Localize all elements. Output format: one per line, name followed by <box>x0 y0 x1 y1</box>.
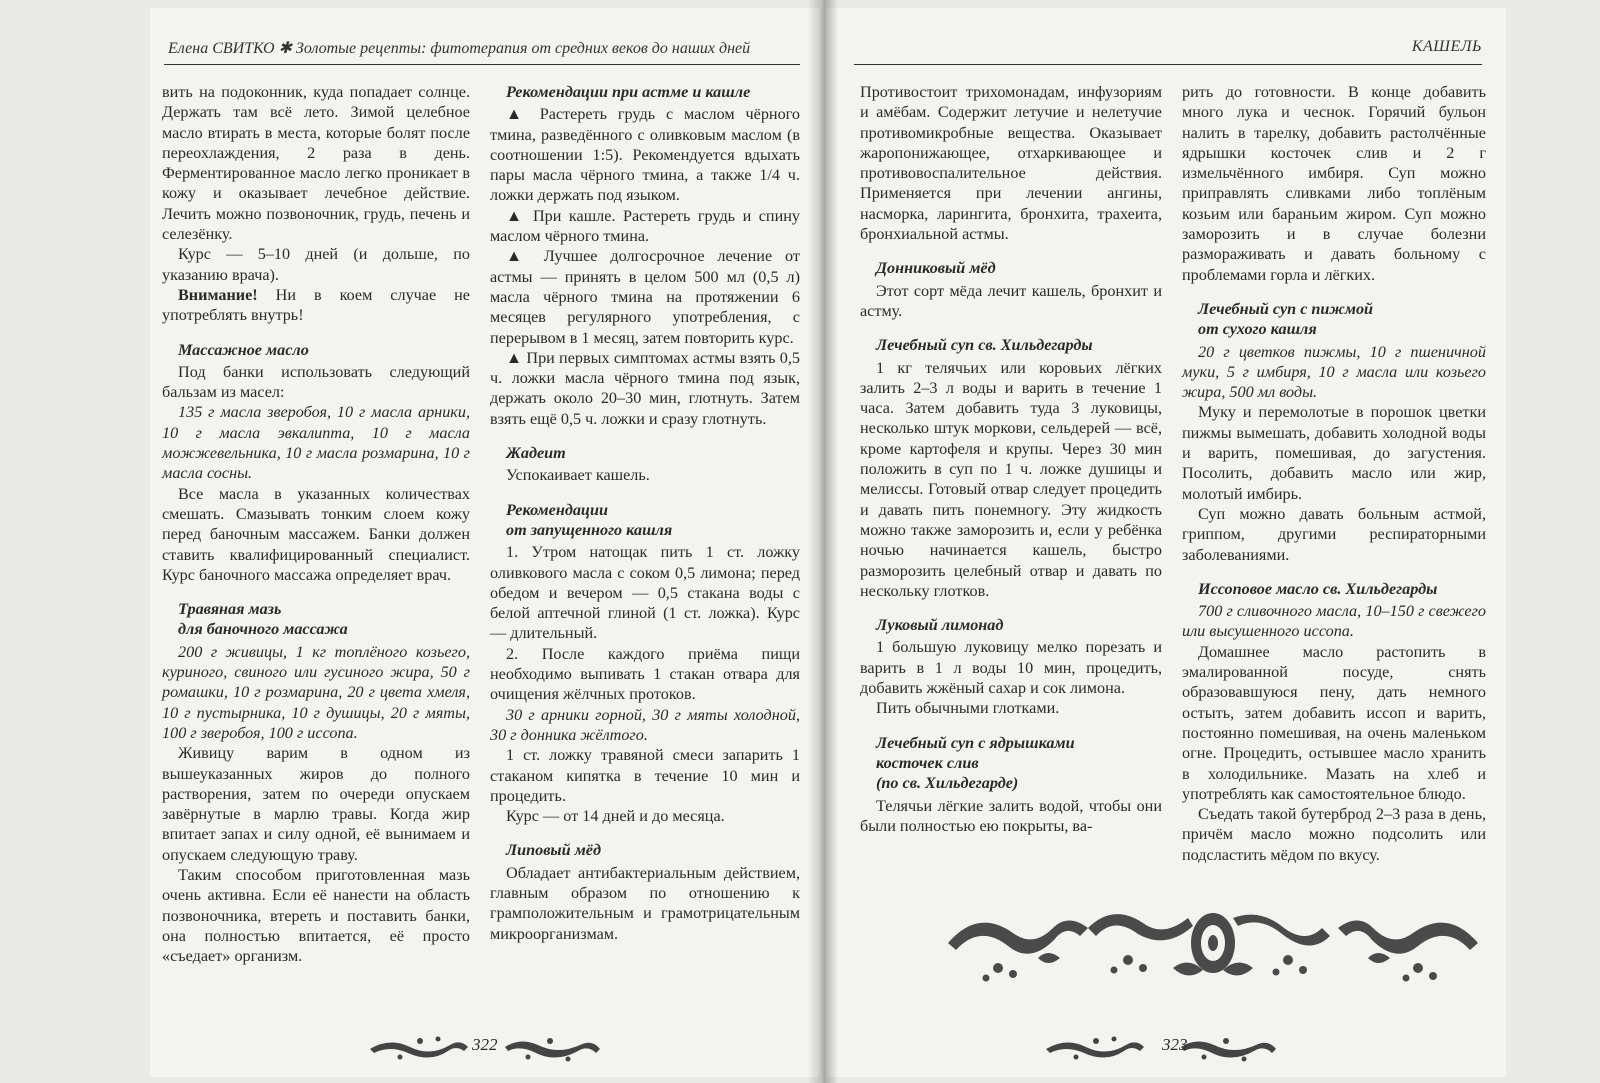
paragraph: Пить обычными глотками. <box>876 699 1060 718</box>
page-number: 323 <box>1162 1035 1188 1054</box>
warning-text: Ни в коем случае не употреблять внутрь! <box>162 285 470 325</box>
paragraph: Все масла в указанных количествах смешать. Смазывать тонким слоем кожу перед баночным массажем. Банки должен ставить квалифицированный специалист. Курс баночного массажа определяет врач. <box>162 484 470 584</box>
section-heading-asthma: Рекомендации при астме и кашле <box>506 83 751 101</box>
section-heading-jade: Жадеит <box>506 444 566 463</box>
section-heading-melilot-honey: Донниковый мёд <box>876 259 996 278</box>
paragraph: ▲ При первых симптомах астмы взять 0,5 ч. ложки масла чёрного тмина под язык, держать около 20–30 мин, глотнуть. Затем взять ещё 0,5 ч. ложки и сразу глотнуть. <box>490 348 800 428</box>
section-heading-massage-oil: Массажное масло <box>178 340 309 359</box>
paragraph: 1 большую луковицу мелко порезать и варить в 1 л воды 10 мин, процедить, добавить жжёный сахар и сок лимона. <box>860 638 1162 698</box>
recipe-ingredients: 30 г арники горной, 30 г мяты холодной, 30 г донника жёлтого. <box>490 705 800 744</box>
paragraph: Суп можно давать больным астмой, гриппом, другими респираторными заболеваниями. <box>1182 504 1486 564</box>
section-heading-linden-honey: Липовый мёд <box>506 841 602 860</box>
paragraph: Курс — от 14 дней и до месяца. <box>506 807 725 826</box>
page-number: 322 <box>472 1035 498 1054</box>
right-column-1 <box>860 82 1162 836</box>
right-header-rule <box>854 64 1482 65</box>
recipe-ingredients: 200 г живицы, 1 кг топлёного козьего, куриного, свиного или гусиного жира, 50 г ромашки, 10 г розмарина, 20 г цвета хмеля, 10 г пустырника, 10 г душицы, 20 г мяты, 100 г зверобоя, 100 г иссопа. <box>162 642 470 742</box>
warning-paragraph <box>162 285 470 326</box>
recipe-ingredients: 135 г масла зверобоя, 10 г масла арники, 10 г масла эвкалипта, 10 г масла можжевельника, 10 г масла розмарина, 10 г масла сосны. <box>162 403 470 483</box>
paragraph: Телячьи лёгкие залить водой, чтобы они были полностью ею покрыты, ва- <box>860 796 1162 835</box>
paragraph: вить на подоконник, куда попадает солнце. Держать там всё лето. Зимой целебное масло втирать в места, которые болят после переохлаждения, 2 раза в день. Ферментированное масло легко проникает в кожу и оказывает лечебное действие. Лечить можно позвоночник, грудь, печень и селезёнку. <box>162 83 470 244</box>
paragraph: Курс — 5–10 дней (и дольше, по указанию врача). <box>162 245 470 284</box>
recipe-ingredients: 20 г цветков пижмы, 10 г пшеничной муки, 5 г имбиря, 10 г масла или козьего жира, 500 мл воды. <box>1182 342 1486 402</box>
paragraph: Обладает антибактериальным действием, главным образом по отношению к грамположительным и грамотрицательным микроорганизмам. <box>490 863 800 943</box>
paragraph: Муку и перемолотые в порошок цветки пижмы вымешать, добавить холодной воды и варить, помешивая, до загустения. Посолить, добавить масло или жир, молотый имбирь. <box>1182 403 1486 503</box>
paragraph: Под банки использовать следующий бальзам из масел: <box>162 362 470 402</box>
section-heading-herbal-ointment: Травяная мазь для баночного массажа <box>178 600 348 639</box>
section-heading-tansy-soup: Лечебный суп с пижмой от сухого кашля <box>1198 299 1374 339</box>
paragraph: ▲ При кашле. Растереть грудь и спину маслом чёрного тмина. <box>490 206 800 246</box>
right-page <box>826 8 1506 1077</box>
decorative-floral-ornament-icon <box>938 898 1488 988</box>
left-header-rule <box>164 64 800 65</box>
paragraph: 1. Утром натощак пить 1 ст. ложку оливкового масла с соком 0,5 лимона; перед обедом и вечером — 0,5 стакана воды с белой аптечной глиной (1 ст. ложка). Курс — длительный. <box>490 543 800 643</box>
section-heading-onion-lemonade: Луковый лимонад <box>876 616 1004 635</box>
paragraph: Этот сорт мёда лечит кашель, бронхит и астму. <box>860 281 1162 320</box>
left-column-1 <box>162 82 470 966</box>
paragraph: Домашнее масло растопить в эмалированной посуде, снять образовавшуюся пену, дать немного остыть, затем добавить иссоп и варить, постоянно помешивая, на очень маленьком огне. Процедить, остывшее масло хранить в холодильнике. Мазать на хлеб и употреблять как самостоятельное блюдо. <box>1182 642 1486 803</box>
warning-label: Внимание! <box>178 285 258 304</box>
paragraph: рить до готовности. В конце добавить много лука и чеснок. Горячий бульон налить в тарелку, добавить растолчённые ядрышки косточек слив и 2 г измельчённого имбиря. Суп можно приправлять сливками либо топлёным козьим или бараньим жиром. Суп можно заморозить и в случае болезни размораживать и давать больному с проблемами горла и лёгких. <box>1182 83 1486 284</box>
right-running-head: КАШЕЛЬ <box>1411 38 1482 55</box>
book-gutter-shadow <box>808 0 838 1083</box>
left-running-head: Елена СВИТКО ✱ Золотые рецепты: фитотерапия от средних веков до наших дней <box>168 40 751 57</box>
paragraph: ▲ Лучшее долгосрочное лечение от астмы — принять в целом 500 мл (0,5 л) масла чёрного тмина на протяжении 6 месяцев регулярного употребления, с перерывом в 1 месяц, затем повторить курс. <box>490 247 800 347</box>
paragraph: ▲ Растереть грудь с маслом чёрного тмина, разведённого с оливковым маслом (в соотношении 1:5). Рекомендуется вдыхать пары масла чёрного тмина, а также 1/4 ч. ложки держать под языком. <box>490 105 800 205</box>
paragraph: Таким способом приготовленная мазь очень активна. Если её нанести на область позвоночника, втереть и поставить банки, она полностью впитается, её просто «съедает» организм. <box>162 865 470 966</box>
footer-ornament-right-icon <box>1036 1029 1286 1063</box>
paragraph: 1 ст. ложку травяной смеси запарить 1 стаканом кипятка в течение 10 мин и процедить. <box>490 746 800 805</box>
section-heading-chronic-cough: Рекомендации от запущенного кашля <box>506 500 673 539</box>
section-heading-hildegard-soup: Лечебный суп св. Хильдегарды <box>876 336 1093 355</box>
section-heading-plum-kernel-soup: Лечебный суп с ядрышками косточек слив (по св. Хильдегарде) <box>876 733 1075 793</box>
recipe-ingredients: 700 г сливочного масла, 10–150 г свежего или высушенного иссопа. <box>1182 602 1486 641</box>
left-page <box>150 8 820 1077</box>
paragraph: Успокаивает кашель. <box>506 466 650 485</box>
left-column-2 <box>490 82 800 944</box>
paragraph: 2. После каждого приёма пищи необходимо выпивать 1 стакан отвара для очищения жёлчных протоков. <box>490 644 800 704</box>
section-heading-hyssop-oil: Иссоповое масло св. Хильдегарды <box>1198 579 1438 598</box>
paragraph: Живицу варим в одном из вышеуказанных жиров до полного растворения, затем по очереди опускаем завёрнутые в марлю травы. Когда жир впитает запах и силу одной, её вынимаем и опускаем следующую траву. <box>162 744 470 864</box>
paragraph: Съедать такой бутерброд 2–3 раза в день, причём масло можно подсолить или подсластить мёдом по вкусу. <box>1182 805 1486 864</box>
right-column-2 <box>1182 82 1486 865</box>
paragraph: 1 кг телячьих или коровьих лёгких залить 2–3 л воды и варить в течение 1 часа. Затем добавить туда 3 луковицы, несколько штук моркови, сельдерей — всё, кроме картофеля и крупы. Через 30 мин положить в суп по 1 ч. ложке душицы и мелиссы. Готовый отвар следует процедить и давать пить понемногу. Эту жидкость можно также заморозить и, если у ребёнка ночью начинается кашель, быстро разморозить целебный отвар и давать по нескольку глотков. <box>860 358 1162 600</box>
paragraph: Противостоит трихомонадам, инфузориям и амёбам. Содержит летучие и нелетучие противомикробные вещества. Оказывает жаропонижающее, отхаркивающее и противовоспалительное действия. Применяется при лечении ангины, насморка, ларингита, бронхита, трахеита, бронхиальной астмы. <box>860 83 1162 244</box>
